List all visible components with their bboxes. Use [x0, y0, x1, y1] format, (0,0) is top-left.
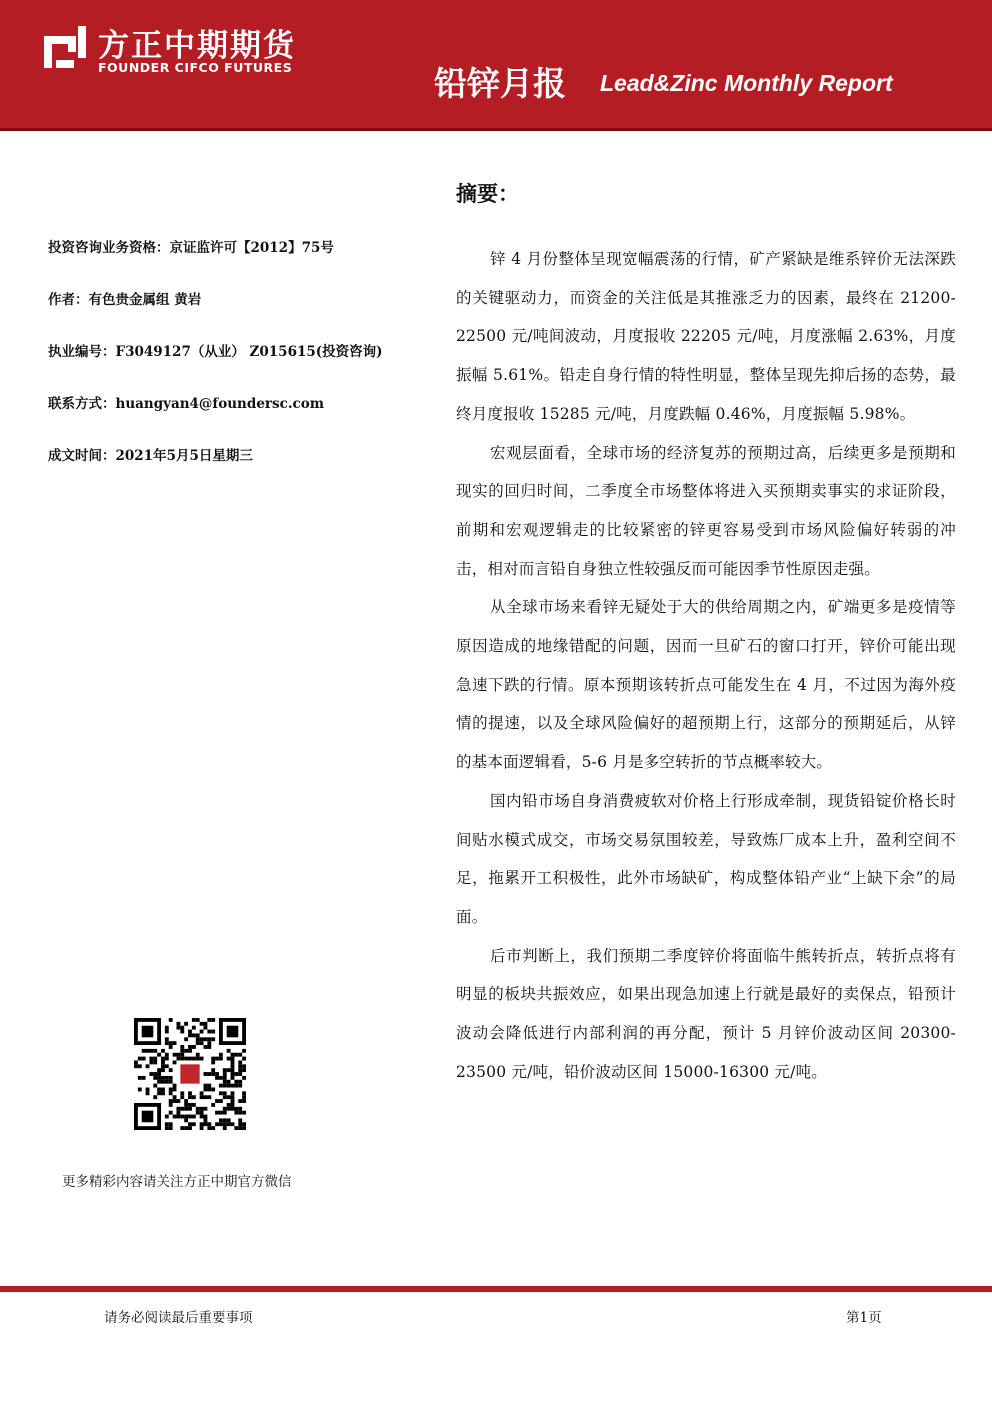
abstract-paragraph: 锌 4 月份整体呈现宽幅震荡的行情，矿产紧缺是维系锌价无法深跌的关键驱动力，而资金的关注低是其推涨乏力的因素，最终在 21200-22500 元/吨间波动，月度报收 22205 元/吨，月度涨幅 2.63%，月度振幅 5.61%。铅走自身行情的特性明显，整体呈现先抑后扬的态势，最终月度报收 15285 元/吨，月度跌幅 0.46%，月度振幅 5.98%。	[456, 250, 956, 423]
founder-logo-icon	[38, 22, 90, 74]
abstract-paragraph: 宏观层面看，全球市场的经济复苏的预期过高，后续更多是预期和现实的回归时间，二季度全市场整体将进入买预期卖事实的求证阶段，前期和宏观逻辑走的比较紧密的锌更容易受到市场风险偏好转弱的冲击，相对而言铅自身独立性较强反而可能因季节性原因走强。	[456, 443, 956, 578]
abstract-body	[456, 240, 956, 1091]
logo-english-name: FOUNDER CIFCO FUTURES	[98, 60, 293, 75]
abstract-paragraph: 从全球市场来看锌无疑处于大的供给周期之内，矿端更多是疫情等原因造成的地缘错配的问题，因而一旦矿石的窗口打开，锌价可能出现急速下跌的行情。原本预期该转折点可能发生在 4 月，不过因为海外疫情的提速，以及全球风险偏好的超预期上行，这部分的预期延后，从锌的基本面逻辑看，5-6 月是多空转折的节点概率较大。	[456, 598, 956, 772]
logo-chinese-name: 方正中期期货	[98, 28, 296, 64]
meta-author: 作者：有色贵金属组 黄岩	[48, 292, 202, 308]
page-number: 第1页	[846, 1310, 882, 1326]
header-divider	[0, 128, 992, 131]
abstract-title: 摘要：	[456, 182, 519, 206]
page-header	[0, 0, 992, 128]
meta-license: 执业编号：F3049127（从业） Z015615(投资咨询)	[48, 344, 383, 360]
meta-date: 成文时间：2021年5月5日星期三	[48, 448, 253, 464]
report-title-en: Lead&Zinc Monthly Report	[600, 70, 893, 96]
abstract-paragraph: 后市判断上，我们预期二季度锌价将面临牛熊转折点，转折点将有明显的板块共振效应，如果出现急加速上行就是最好的卖保点，铅预计波动会降低进行内部利润的再分配，预计 5 月锌价波动区间 20300-23500 元/吨，铅价波动区间 15000-16300 元/吨。	[456, 946, 956, 1081]
meta-contact: 联系方式：huangyan4@foundersc.com	[48, 396, 325, 412]
meta-qualification: 投资咨询业务资格：京证监许可【2012】75号	[48, 240, 334, 256]
wechat-qr-code-icon	[134, 1018, 246, 1130]
report-title-cn: 铅锌月报	[434, 64, 566, 103]
footer-notice: 请务必阅读最后重要事项	[104, 1310, 253, 1326]
abstract-paragraph: 国内铅市场自身消费疲软对价格上行形成牵制，现货铅锭价格长时间贴水模式成交，市场交易氛围较差，导致炼厂成本上升，盈利空间不足，拖累开工积极性，此外市场缺矿，构成整体铅产业“上缺下余”的局面。	[456, 791, 956, 926]
footer-divider	[0, 1286, 992, 1292]
qr-caption: 更多精彩内容请关注方正中期官方微信	[62, 1174, 292, 1190]
